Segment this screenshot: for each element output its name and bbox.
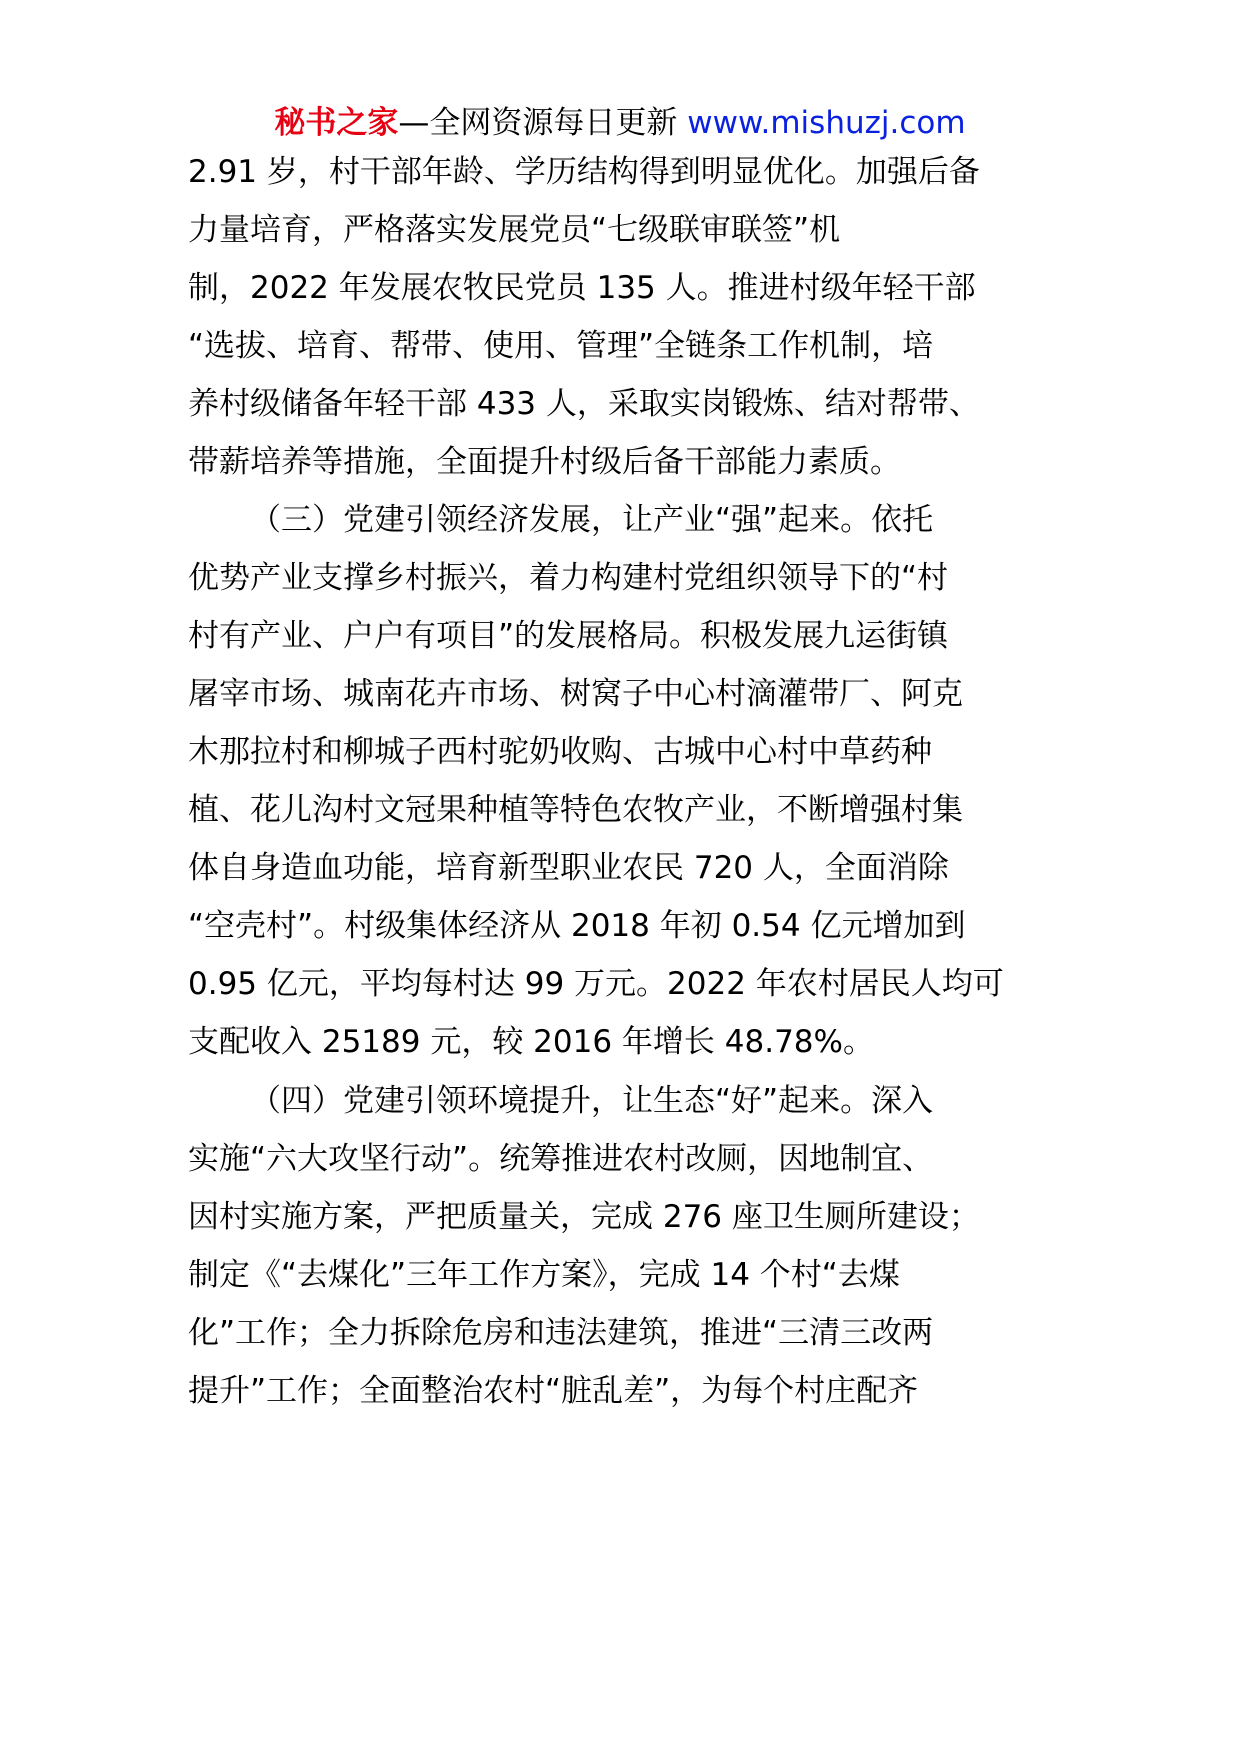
text-line: 0.95 亿元，平均每村达 99 万元。2022 年农村居民人均可: [188, 966, 1004, 1002]
text-line: 制定《“去煤化”三年工作方案》，完成 14 个村“去煤: [188, 1257, 900, 1293]
text-line: 提升”工作；全面整治农村“脏乱差”，为每个村庄配齐: [188, 1373, 919, 1409]
text-line: 支配收入 25189 元，较 2016 年增长 48.78%。: [188, 1024, 874, 1060]
text-line: 化”工作；全力拆除危房和违法建筑，推进“三清三改两: [188, 1315, 934, 1351]
text-line: 村有产业、户户有项目”的发展格局。积极发展九运街镇: [188, 618, 949, 654]
site-brand: 秘书之家: [274, 105, 399, 141]
text-line: 制，2022 年发展农牧民党员 135 人。推进村级年轻干部: [188, 270, 976, 306]
text-line: 养村级储备年轻干部 433 人，采取实岗锻炼、结对帮带、: [188, 386, 980, 422]
site-url-link[interactable]: www.mishuzj.com: [687, 105, 966, 141]
text-line: 优势产业支撑乡村振兴，着力构建村党组织领导下的“村: [188, 560, 949, 596]
text-line: 因村实施方案，严把质量关，完成 276 座卫生厕所建设；: [188, 1199, 980, 1235]
section-heading-line: （四）党建引领环境提升，让生态“好”起来。深入: [250, 1083, 934, 1119]
text-line: “选拔、培育、帮带、使用、管理”全链条工作机制，培: [188, 328, 934, 364]
text-line: 木那拉村和柳城子西村驼奶收购、古城中心村中草药种: [188, 734, 932, 770]
site-header: [0, 100, 1240, 146]
text-line: 体自身造血功能，培育新型职业农民 720 人，全面消除: [188, 850, 949, 886]
text-line: 带薪培养等措施，全面提升村级后备干部能力素质。: [188, 444, 901, 480]
text-line: “空壳村”。村级集体经济从 2018 年初 0.54 亿元增加到: [188, 908, 966, 944]
section-heading-line: （三）党建引领经济发展，让产业“强”起来。依托: [250, 502, 934, 538]
text-line: 力量培育，严格落实发展党员“七级联审联签”机: [188, 212, 841, 248]
text-line: 植、花儿沟村文冠果种植等特色农牧产业，不断增强村集: [188, 792, 963, 828]
text-line: 实施“六大攻坚行动”。统筹推进农村改厕，因地制宜、: [188, 1141, 934, 1177]
site-tagline: —全网资源每日更新: [398, 105, 678, 141]
text-line: 屠宰市场、城南花卉市场、树窝子中心村滴灌带厂、阿克: [188, 676, 963, 712]
text-line: 2.91 岁，村干部年龄、学历结构得到明显优化。加强后备: [188, 154, 980, 190]
